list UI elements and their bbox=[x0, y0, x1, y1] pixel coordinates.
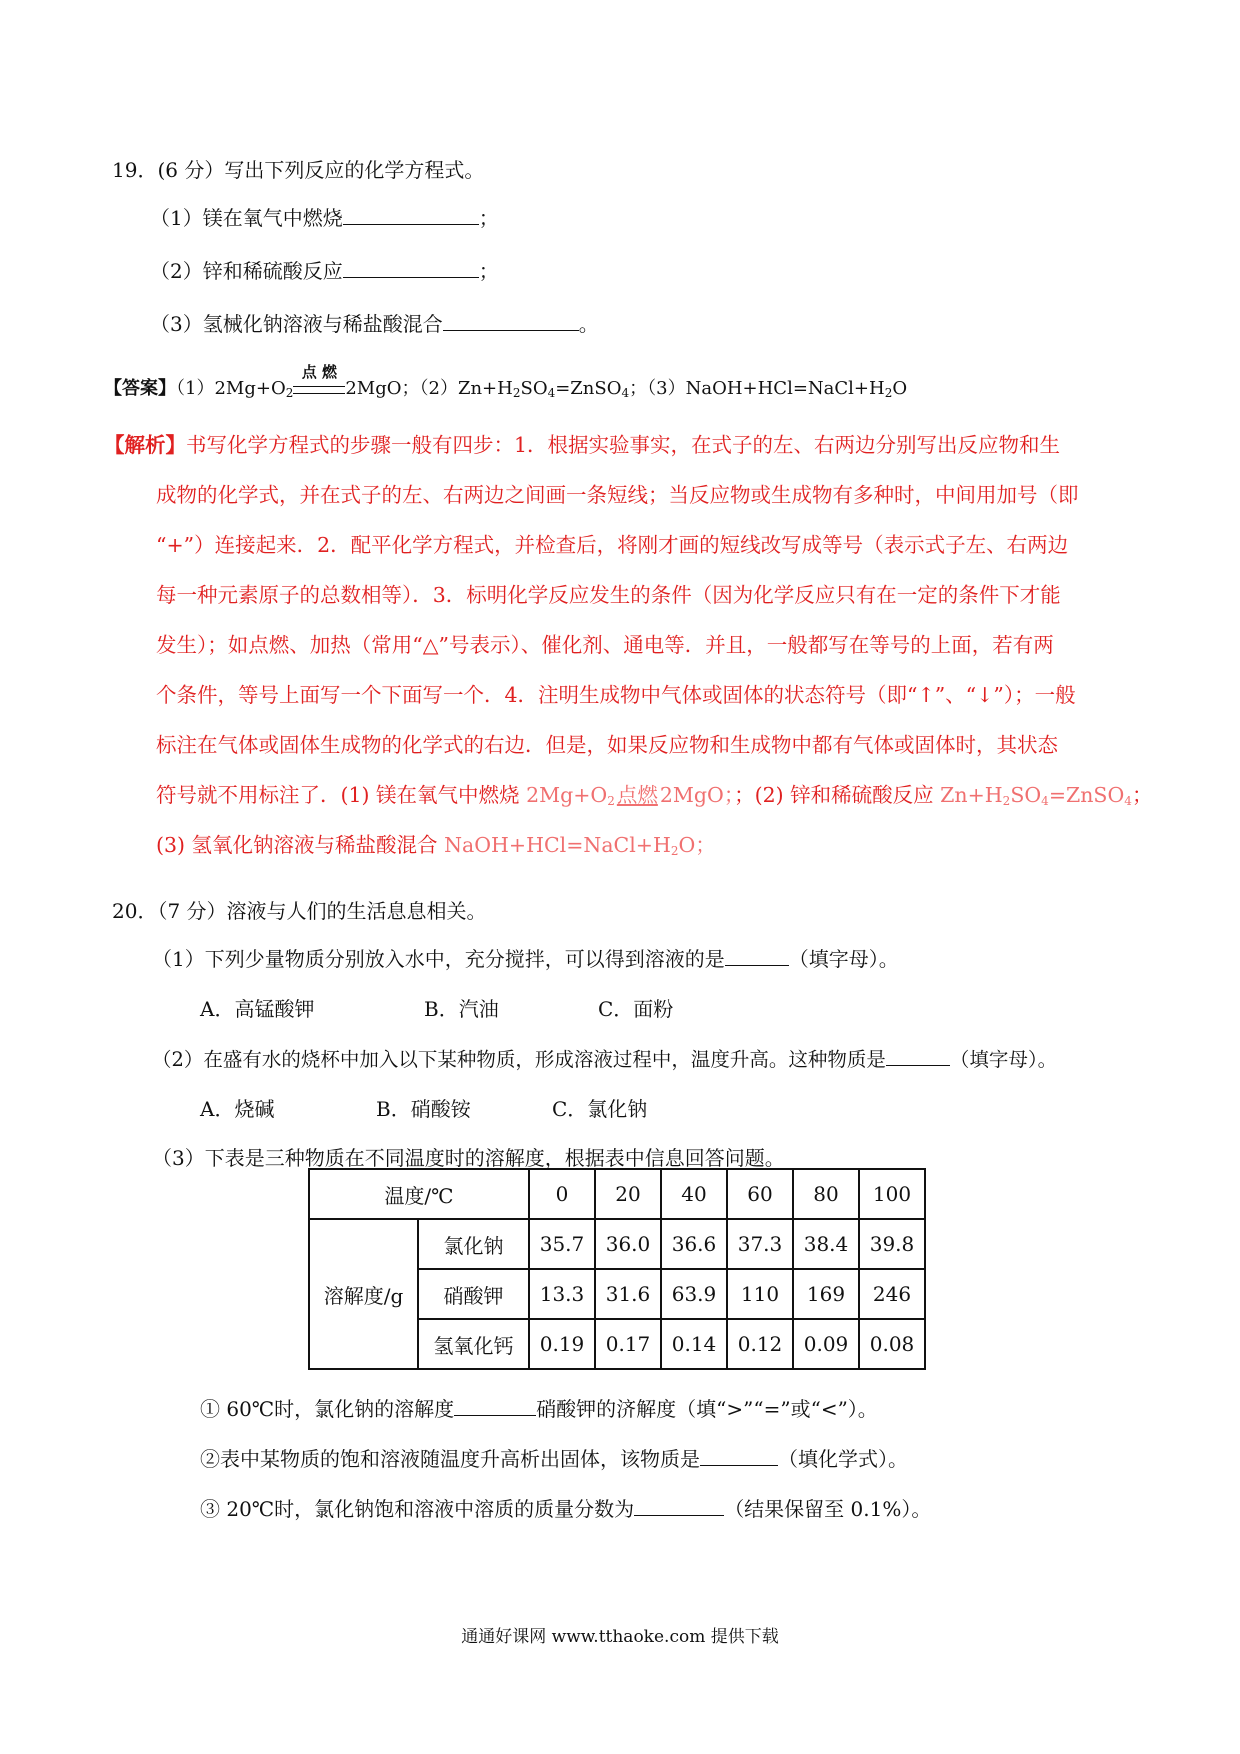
table-header-row bbox=[309, 1169, 925, 1219]
option-b: B．汽油 bbox=[424, 997, 499, 1021]
temp-cell: 100 bbox=[859, 1169, 925, 1219]
table-corner: 温度/℃ bbox=[309, 1169, 529, 1219]
answer-blank[interactable] bbox=[343, 257, 479, 278]
analysis-label: 【解析】 bbox=[104, 433, 186, 457]
answer-blank[interactable] bbox=[443, 310, 579, 331]
value-cell: 110 bbox=[727, 1269, 793, 1319]
analysis-line-6: 个条件，等号上面写一个下面写一个．4．注明生成物中气体或固体的状态符号（即“↑”、“↓”）；一般 bbox=[156, 683, 1076, 707]
equals-bars bbox=[293, 386, 345, 394]
option-b: B．硝酸铵 bbox=[376, 1097, 471, 1121]
value-cell: 36.0 bbox=[595, 1219, 661, 1269]
q19-item-3: （3）氢械化钠溶液与稀盐酸混合 。 bbox=[150, 312, 599, 336]
analysis-line-5: 发生）；如点燃、加热（常用“△”号表示）、催化剂、通电等．并且，一般都写在等号的上面，若有两 bbox=[156, 633, 1054, 657]
value-cell: 0.08 bbox=[859, 1319, 925, 1369]
analysis-line-3: “+”）连接起来．2．配平化学方程式，并检查后，将刚才画的短线改写成等号（表示式子左、右两边 bbox=[156, 533, 1069, 557]
q19-answer: 【答案】$(1)2Mg+O_2$ 点 燃 2MgO；$(2)Zn+H_2SO_4=ZnSO_4$；$(3)NaOH+HCl=NaCl+H_2O$ bbox=[104, 363, 908, 400]
analysis-line-1: 【解析】书写化学方程式的步骤一般有四步：1．根据实验事实，在式子的左、右两边分别写出反应物和生 bbox=[104, 433, 1061, 457]
value-cell: 0.14 bbox=[661, 1319, 727, 1369]
substance-name: 硝酸钾 bbox=[418, 1269, 529, 1319]
q20-title: 20．（7 分）溶液与人们的生活息息相关。 bbox=[112, 899, 487, 923]
temp-cell: 80 bbox=[793, 1169, 859, 1219]
answer-blank[interactable] bbox=[454, 1395, 536, 1416]
reaction-condition: 点 燃 bbox=[293, 382, 345, 394]
analysis-line-2: 成物的化学式，并在式子的左、右两边之间画一条短线；当反应物或生成物有多种时，中间用加号（即 bbox=[156, 483, 1079, 507]
analysis-line-8: 符号就不用标注了．(1) 镁在氧气中燃烧 $2Mg+O_2$点燃2MgO；；(2) 锌和稀硫酸反应 $Zn+H_2SO_4=ZnSO_4$； bbox=[156, 783, 1153, 808]
value-cell: 0.19 bbox=[529, 1319, 595, 1369]
q19-title: 19．(6 分）写出下列反应的化学方程式。 bbox=[112, 158, 485, 182]
q19-item-3-text: （3）氢械化钠溶液与稀盐酸混合 bbox=[150, 312, 443, 336]
option-c: C．氯化钠 bbox=[552, 1097, 648, 1121]
value-cell: 31.6 bbox=[595, 1269, 661, 1319]
value-cell: 35.7 bbox=[529, 1219, 595, 1269]
analysis-line-9: (3) 氢氧化钠溶液与稀盐酸混合 $NaOH+HCl=NaCl+H_2O$； bbox=[156, 833, 716, 858]
q20-sub-2: ②表中某物质的饱和溶液随温度升高析出固体，该物质是 （填化学式）。 bbox=[200, 1447, 908, 1471]
analysis-line-4: 每一种元素原子的总数相等）．3．标明化学反应发生的条件（因为化学反应只有在一定的条件下才能 bbox=[156, 583, 1061, 607]
answer-label: 【答案】 bbox=[104, 378, 176, 399]
q20-part-1: （1）下列少量物质分别放入水中，充分搅拌，可以得到溶液的是 （填字母）。 bbox=[152, 947, 899, 971]
condition-label: 点燃 bbox=[616, 783, 658, 807]
q20-part-1-options bbox=[200, 995, 673, 1023]
value-cell: 39.8 bbox=[859, 1219, 925, 1269]
q19-item-1-text: （1）镁在氧气中燃烧 bbox=[150, 206, 343, 230]
q19-item-2: （2）锌和稀硫酸反应 ； bbox=[150, 259, 499, 283]
analysis-line-7: 标注在气体或固体生成物的化学式的右边．但是，如果反应物和生成物中都有气体或固体时，其状态 bbox=[156, 733, 1058, 757]
temp-cell: 20 bbox=[595, 1169, 661, 1219]
option-a: A．烧碱 bbox=[200, 1097, 275, 1121]
solubility-table bbox=[308, 1168, 926, 1370]
value-cell: 169 bbox=[793, 1269, 859, 1319]
answer-blank[interactable] bbox=[700, 1445, 778, 1466]
q20-part-2: （2）在盛有水的烧杯中加入以下某种物质，形成溶液过程中，温度升高。这种物质是 （填字母）。 bbox=[152, 1045, 1057, 1074]
temp-cell: 0 bbox=[529, 1169, 595, 1219]
footer-source: 通通好课网 www.tthaoke.com 提供下载 bbox=[461, 1627, 779, 1647]
temp-cell: 40 bbox=[661, 1169, 727, 1219]
q19-item-2-text: （2）锌和稀硫酸反应 bbox=[150, 259, 343, 283]
temp-cell: 60 bbox=[727, 1169, 793, 1219]
value-cell: 0.12 bbox=[727, 1319, 793, 1369]
table-row bbox=[309, 1219, 925, 1269]
substance-name: 氯化钠 bbox=[418, 1219, 529, 1269]
value-cell: 246 bbox=[859, 1269, 925, 1319]
group-label: 溶解度/g bbox=[309, 1219, 418, 1369]
substance-name: 氢氧化钙 bbox=[418, 1319, 529, 1369]
q19-item-1: （1）镁在氧气中燃烧 ； bbox=[150, 206, 499, 230]
answer-blank[interactable] bbox=[725, 945, 789, 966]
answer-blank[interactable] bbox=[886, 1045, 950, 1066]
q20-sub-1: ① 60℃时，氯化钠的溶解度 硝酸钾的济解度（填“>”“=”或“<”）。 bbox=[200, 1397, 878, 1421]
value-cell: 13.3 bbox=[529, 1269, 595, 1319]
answer-blank[interactable] bbox=[343, 204, 479, 225]
option-c: C．面粉 bbox=[598, 997, 674, 1021]
q20-part-2-options bbox=[200, 1095, 647, 1123]
q20-part-3: （3）下表是三种物质在不同温度时的溶解度，根据表中信息回答问题。 bbox=[152, 1146, 785, 1170]
value-cell: 36.6 bbox=[661, 1219, 727, 1269]
value-cell: 37.3 bbox=[727, 1219, 793, 1269]
value-cell: 38.4 bbox=[793, 1219, 859, 1269]
answer-blank[interactable] bbox=[634, 1495, 724, 1516]
value-cell: 0.09 bbox=[793, 1319, 859, 1369]
q20-sub-3: ③ 20℃时，氯化钠饱和溶液中溶质的质量分数为 （结果保留至 0.1%）。 bbox=[200, 1497, 932, 1521]
option-a: A．高锰酸钾 bbox=[200, 997, 315, 1021]
value-cell: 0.17 bbox=[595, 1319, 661, 1369]
value-cell: 63.9 bbox=[661, 1269, 727, 1319]
